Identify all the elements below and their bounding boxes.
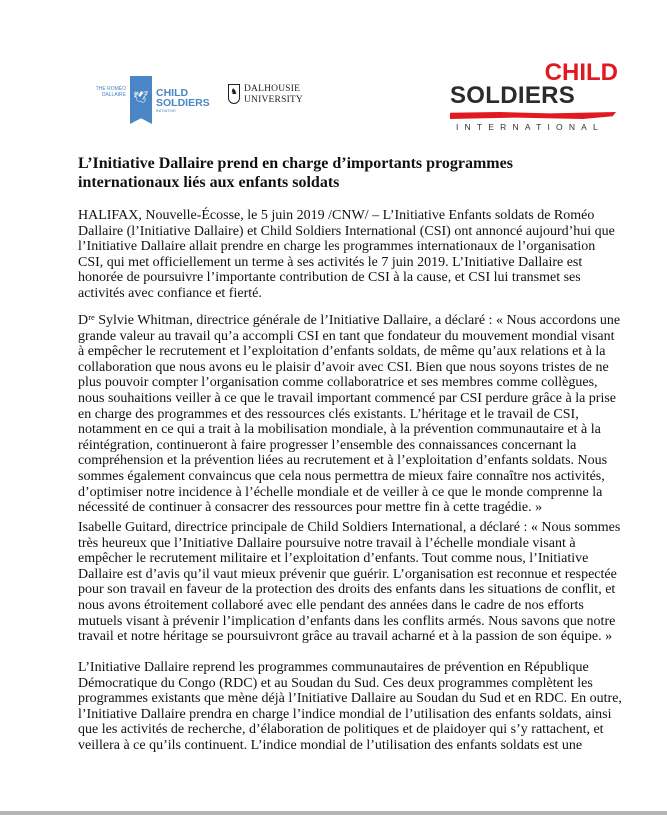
text-line: l’Initiative Dallaire prendra en charge l’indice mondial de l’utilisation des enfants soldats, ainsi xyxy=(78,706,612,722)
text-line: nécessité de continuer à consacrer des ressources pour mettre fin à cette tragédie. » xyxy=(78,500,543,516)
text-line: grande valeur au travail qu’a accompli CSI en tant que fondateur du mouvement mondial visant xyxy=(78,328,615,344)
child-soldiers-international-logo xyxy=(450,59,622,134)
logo-international: INTERNATIONAL xyxy=(456,122,604,132)
text-line: Démocratique du Congo (RDC) et au Soudan du Sud. Ces deux programmes complètent les xyxy=(78,675,593,691)
text-line: notamment en ce qui a trait à la mobilisation mondiale, à la prévention communautaire et à la xyxy=(78,422,601,438)
text-line: nous souhaitions veiller à ce que le travail important commencé par CSI perdure grâce à la prise xyxy=(78,390,617,406)
horizontal-scrollbar[interactable] xyxy=(0,811,667,815)
logo-child: CHILD xyxy=(544,59,618,86)
logo-soldiers: SOLDIERS xyxy=(450,82,576,109)
paragraph-guitard-quote xyxy=(78,520,620,645)
text-line: d’optimiser notre incidence à l’échelle mondiale et de veiller à ce que le monde comprenne la xyxy=(78,484,603,500)
text-line: pour son travail en faveur de la protection des droits des enfants dans les situations de conflit, et xyxy=(78,582,616,598)
logo-name-line1: CHILD xyxy=(156,87,189,99)
page-title xyxy=(78,154,513,192)
dalhousie-university-logo xyxy=(228,84,318,108)
text-line: Dʳᵉ Sylvie Whitman, directrice générale de l’Initiative Dallaire, a déclaré : « Nous accordons une xyxy=(78,313,621,328)
university-line1: DALHOUSIE xyxy=(244,84,301,94)
paragraph-intro xyxy=(78,208,615,302)
text-line: Dallaire est d’avis qu’il vaut mieux prévenir que guérir. L’organisation est reconnue et respectée xyxy=(78,566,617,582)
text-line: HALIFAX, Nouvelle-Écosse, le 5 juin 2019 /CNW/ – L’Initiative Enfants soldats de Roméo xyxy=(78,208,595,223)
text-line: Isabelle Guitard, directrice principale de Child Soldiers International, a déclaré : « Nous sommes xyxy=(78,520,621,535)
text-line: en charge des programmes et des ressources clés existants. L’héritage et le travail de CSI, xyxy=(78,406,579,422)
logo-sub: INITIATIVE xyxy=(156,108,176,113)
text-line: mutuels visant à prévenir l’implication d’enfants dans les conflits armés. Nous savons que notre xyxy=(78,613,616,629)
dove-icon: 🕊 xyxy=(133,90,149,104)
text-line: que les activités de recherche, d’élaboration de politiques et de plaidoyer qui s’y rattachent, et xyxy=(78,722,604,738)
text-line: veillera à ce qu’ils continuent. L’indice mondial de l’utilisation des enfants soldats est une xyxy=(78,737,583,753)
text-line: très heureux que l’Initiative Dallaire poursuive notre travail à l’échelle mondiale visant à xyxy=(78,535,576,551)
text-line: compréhension et la prévention liées au recrutement et à l’exploitation d’enfants soldats. Nous xyxy=(78,453,608,469)
logo-prefix: THE ROMÉO DALLAIRE xyxy=(95,86,126,98)
text-line: activités avec confiance et fierté. xyxy=(78,285,262,301)
text-line: travail et notre héritage se poursuivront grâce au travail acharné et à la passion de son équipe. » xyxy=(78,629,613,645)
university-line2: UNIVERSITY xyxy=(244,95,303,105)
text-line: nous avons étroitement collaboré avec elle pendant des années dans le cadre de nos efforts xyxy=(78,597,584,613)
text-line: à empêcher le recrutement et l’exploitation d’enfants soldats, de même qu’aux relations et à la xyxy=(78,344,606,360)
text-line: collaboration que nous avons eu le plaisir d’avoir avec CSI. Bien que nous soyons tristes de ne xyxy=(78,359,609,375)
text-line: l’Initiative Dallaire allait prendre en charge les programmes internationaux de l’organisation xyxy=(78,239,596,255)
logo-name-line2: SOLDIERS xyxy=(156,97,210,109)
text-line: L’Initiative Dallaire reprend les programmes communautaires de prévention en République xyxy=(78,660,589,675)
text-line: plus pouvoir compter l’organisation comme collaboratrice et ses membres comme collègues, xyxy=(78,375,598,391)
text-line: honorée de poursuivre l’importante contribution de CSI à la cause, et CSI lui transmet ses xyxy=(78,270,581,286)
text-line: empêcher le recrutement militaire et l’exploitation d’enfants. Tout comme nous, l’Initiative xyxy=(78,551,589,567)
paragraph-programs xyxy=(78,660,622,754)
shield-icon: ♞ xyxy=(228,84,240,104)
text-line: réintégration, continueront à faire progresser l’ensemble des connaissances concernant la xyxy=(78,437,577,453)
romeo-dallaire-child-soldiers-initiative-logo xyxy=(92,76,212,126)
text-line: sommes également convaincus que cela nous permettra de mieux faire connaître nos activités, xyxy=(78,468,605,484)
title-line: L’Initiative Dallaire prend en charge d’importants programmes xyxy=(78,155,513,172)
text-line: programmes existants que mène déjà l’Initiative Dallaire au Soudan du Sud et en RDC. En outre, xyxy=(78,691,622,707)
paragraph-whitman-quote xyxy=(78,313,620,516)
text-line: Dallaire (l’Initiative Dallaire) et Child Soldiers International (CSI) ont annoncé aujourd’hui que xyxy=(78,223,615,239)
text-line: CSI, qui met officiellement un terme à ses activités le 7 juin 2019. L’Initiative Dallaire est xyxy=(78,254,583,270)
title-line: internationaux liés aux enfants soldats xyxy=(78,174,340,191)
brush-stroke-icon xyxy=(450,112,616,119)
